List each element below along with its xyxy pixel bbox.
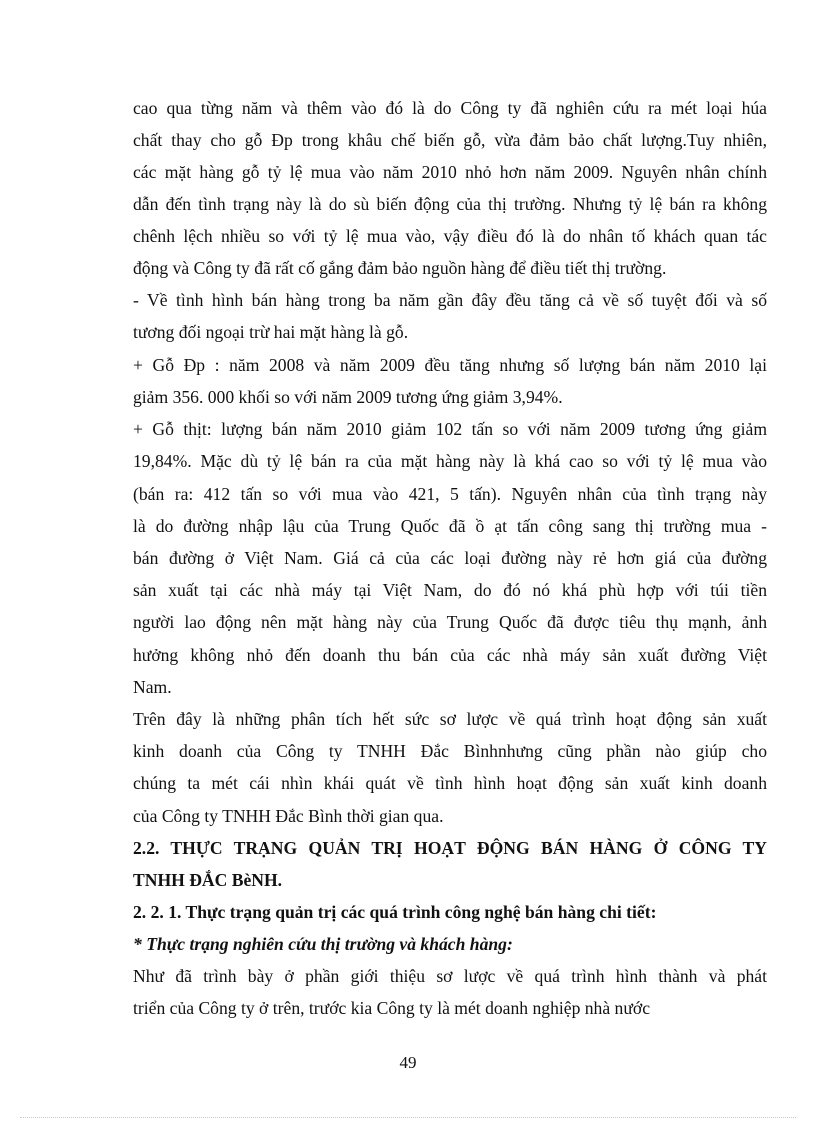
body-line-20: Trên đây là những phân tích hết sức sơ lược về quá trình hoạt động sản xuất (133, 709, 767, 729)
body-line-15: bán đường ở Việt Nam. Giá cả của các loại đường này rẻ hơn giá của đường (133, 548, 767, 568)
body-line-18: hưởng không nhỏ đến doanh thu bán của các nhà máy sản xuất đường Việt (133, 645, 767, 665)
body-line-17: người lao động nên mặt hàng này của Trung Quốc đã được tiêu thụ mạnh, ảnh (133, 612, 767, 632)
body-line-6: động và Công ty đã rất cố gắng đảm bảo nguồn hàng để điều tiết thị trường. (133, 258, 667, 278)
body-line-10: giảm 356. 000 khối so với năm 2009 tương ứng giảm 3,94%. (133, 387, 563, 407)
body-line-9: + Gỗ Đp : năm 2008 và năm 2009 đều tăng nhưng số lượng bán năm 2010 lại (133, 355, 767, 375)
body-line-2: chất thay cho gỗ Đp trong khâu chế biến gỗ, vừa đảm bảo chất lượng.Tuy nhiên, (133, 130, 767, 150)
body-line-4: dẫn đến tình trạng này là do sù biến động của thị trường. Nhưng tỷ lệ bán ra không (133, 194, 767, 214)
body-line-5: chênh lệch nhiều so với tỷ lệ mua vào, vậy điều đó là do nhân tố khách quan tác (133, 226, 767, 246)
body-line-22: chúng ta mét cái nhìn khái quát về tình hình hoạt động sản xuất kinh doanh (133, 773, 767, 793)
body-line-19: Nam. (133, 677, 172, 697)
body-line-13: (bán ra: 412 tấn so với mua vào 421, 5 tấn). Nguyên nhân của tình trạng này (133, 484, 767, 504)
body-line-3: các mặt hàng gỗ tỷ lệ mua vào năm 2010 nhỏ hơn năm 2009. Nguyên nhân chính (133, 162, 767, 182)
body-line-11: + Gỗ thịt: lượng bán năm 2010 giảm 102 tấn so với năm 2009 tương ứng giảm (133, 419, 767, 439)
section-heading-line-1: 2.2. THỰC TRẠNG QUẢN TRỊ HOẠT ĐỘNG BÁN HÀNG Ở CÔNG TY (133, 838, 767, 858)
subsubsection-heading: * Thực trạng nghiên cứu thị trường và khách hàng: (133, 934, 513, 954)
body-line-12: 19,84%. Mặc dù tỷ lệ bán ra của mặt hàng này là khá cao so với tỷ lệ mua vào (133, 451, 767, 471)
body-line-16: sản xuất tại các nhà máy tại Việt Nam, do đó nó khá phù hợp với túi tiền (133, 580, 767, 600)
body-line-14: là do đường nhập lậu của Trung Quốc đã ồ ạt tấn công sang thị trường mua - (133, 516, 767, 536)
body-line-28: Như đã trình bày ở phần giới thiệu sơ lược về quá trình hình thành và phát (133, 966, 767, 986)
body-line-8: tương đối ngoại trừ hai mặt hàng là gỗ. (133, 322, 409, 342)
section-heading-line-2: TNHH ĐẮC BèNH. (133, 870, 283, 890)
body-line-23: của Công ty TNHH Đắc Bình thời gian qua. (133, 806, 444, 826)
body-line-1: cao qua từng năm và thêm vào đó là do Công ty đã nghiên cứu ra mét loại húa (133, 98, 767, 118)
page-number: 49 (399, 1053, 417, 1072)
body-line-29: triển của Công ty ở trên, trước kia Công ty là mét doanh nghiệp nhà nước (133, 998, 651, 1018)
body-line-7: - Về tình hình bán hàng trong ba năm gần đây đều tăng cả về số tuyệt đối và số (133, 290, 767, 310)
body-line-21: kinh doanh của Công ty TNHH Đắc Bìnhnhưng cũng phần nào giúp cho (133, 741, 767, 761)
subsection-heading: 2. 2. 1. Thực trạng quản trị các quá trình công nghệ bán hàng chi tiết: (133, 902, 657, 922)
page-bottom-border (20, 1117, 796, 1118)
